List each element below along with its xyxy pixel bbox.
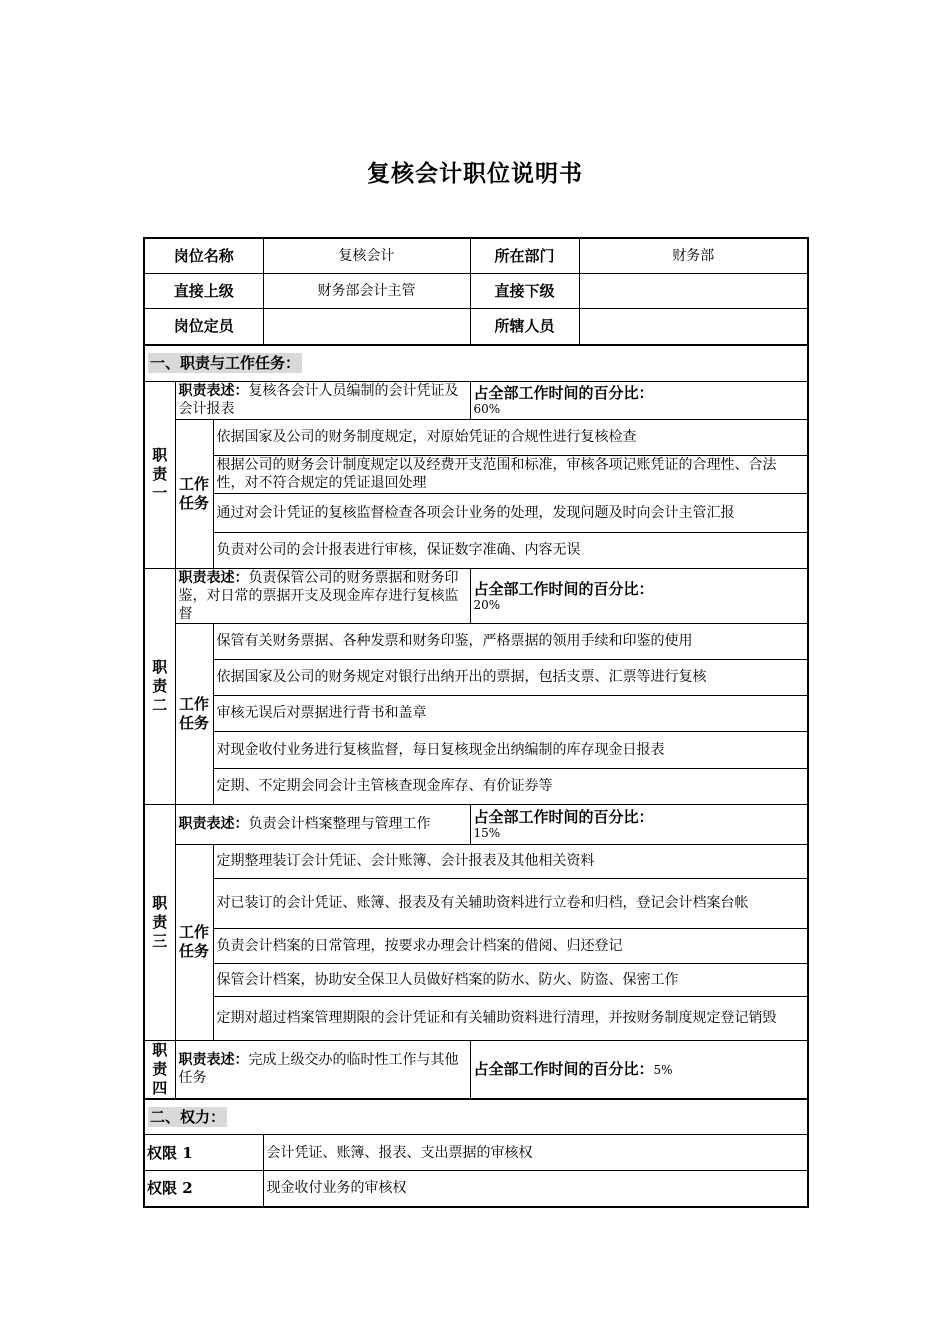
duty-description-row <box>144 1040 808 1099</box>
task-item: 定期、不定期会同会计主管核查现金库存、有价证券等 <box>213 768 808 804</box>
right-value: 现金收付业务的审核权 <box>263 1171 808 1207</box>
task-item: 对已装订的会计凭证、账簿、报表及有关辅助资料进行立卷和归档，登记会计档案台帐 <box>213 878 808 928</box>
position-name-value: 复核会计 <box>263 238 470 273</box>
subordinate-label: 直接下级 <box>470 273 579 308</box>
task-item: 依据国家及公司的财务规定对银行出纳开出的票据，包括支票、汇票等进行复核 <box>213 659 808 695</box>
rights-section-heading: 二、权力： <box>144 1099 808 1135</box>
info-row <box>144 308 808 345</box>
work-tasks-label: 工作任务 <box>175 844 213 1040</box>
task-item: 保管有关财务票据、各种发票和财务印鉴，严格票据的领用手续和印鉴的使用 <box>213 623 808 659</box>
duty-description-row <box>144 568 808 623</box>
duty-label: 职责一 <box>152 446 168 502</box>
work-tasks-label: 工作任务 <box>175 623 213 804</box>
duty-time-share: 占全部工作时间的百分比： 15% <box>470 804 808 844</box>
duty-description-row <box>144 381 808 419</box>
duty-description: 职责表述：负责保管公司的财务票据和财务印鉴，对日常的票据开支及现金库存进行复核监督 <box>175 568 470 623</box>
department-label: 所在部门 <box>470 238 579 273</box>
task-item: 依据国家及公司的财务制度规定，对原始凭证的合规性进行复核检查 <box>213 419 808 455</box>
right-label: 权限 1 <box>144 1135 263 1171</box>
duty-label-cell <box>144 568 175 804</box>
right-row <box>144 1171 808 1207</box>
info-row <box>144 273 808 308</box>
managed-staff-value <box>579 308 808 345</box>
task-item: 定期对超过档案管理期限的会计凭证和有关辅助资料进行清理，并按财务制度规定登记销毁 <box>213 996 808 1040</box>
page-title: 复核会计职位说明书 <box>367 161 583 187</box>
duty-label-cell <box>144 804 175 1040</box>
job-description-table <box>143 237 809 1208</box>
right-label: 权限 2 <box>144 1171 263 1207</box>
task-item: 审核无误后对票据进行背书和盖章 <box>213 695 808 731</box>
task-item: 负责对公司的会计报表进行审核，保证数字准确、内容无误 <box>213 532 808 568</box>
duty-description: 职责表述：复核各会计人员编制的会计凭证及会计报表 <box>175 381 470 419</box>
duty-time-share: 占全部工作时间的百分比：5% <box>470 1040 808 1099</box>
duty-description: 职责表述：完成上级交办的临时性工作与其他任务 <box>175 1040 470 1099</box>
staffing-label: 岗位定员 <box>144 308 263 345</box>
duty-time-share: 占全部工作时间的百分比： 60% <box>470 381 808 419</box>
position-name-label: 岗位名称 <box>144 238 263 273</box>
task-item: 保管会计档案，协助安全保卫人员做好档案的防水、防火、防盗、保密工作 <box>213 963 808 996</box>
right-row <box>144 1135 808 1171</box>
staffing-value <box>263 308 470 345</box>
duty-description-row <box>144 804 808 844</box>
right-value: 会计凭证、账簿、报表、支出票据的审核权 <box>263 1135 808 1171</box>
superior-value: 财务部会计主管 <box>263 273 470 308</box>
task-item: 通过对会计凭证的复核监督检查各项会计业务的处理，发现问题及时向会计主管汇报 <box>213 493 808 532</box>
duty-label-cell <box>144 1040 175 1099</box>
superior-label: 直接上级 <box>144 273 263 308</box>
managed-staff-label: 所辖人员 <box>470 308 579 345</box>
task-item: 根据公司的财务会计制度规定以及经费开支范围和标准，审核各项记账凭证的合理性、合法性，对不符合规定的凭证退回处理 <box>213 455 808 493</box>
duty-time-share: 占全部工作时间的百分比： 20% <box>470 568 808 623</box>
task-item: 负责会计档案的日常管理，按要求办理会计档案的借阅、归还登记 <box>213 928 808 963</box>
task-item: 定期整理装订会计凭证、会计账簿、会计报表及其他相关资料 <box>213 844 808 878</box>
duty-description: 职责表述：负责会计档案整理与管理工作 <box>175 804 470 844</box>
subordinate-value <box>579 273 808 308</box>
department-value: 财务部 <box>579 238 808 273</box>
duty-label: 职责二 <box>152 657 168 714</box>
duty-label-cell <box>144 381 175 568</box>
task-item: 对现金收付业务进行复核监督，每日复核现金出纳编制的库存现金日报表 <box>213 731 808 768</box>
duty-label: 职责三 <box>152 893 168 950</box>
duty-label: 职责四 <box>152 1040 168 1097</box>
work-tasks-label: 工作任务 <box>175 419 213 568</box>
duties-section-heading: 一、职责与工作任务： <box>144 345 808 381</box>
info-row <box>144 238 808 273</box>
